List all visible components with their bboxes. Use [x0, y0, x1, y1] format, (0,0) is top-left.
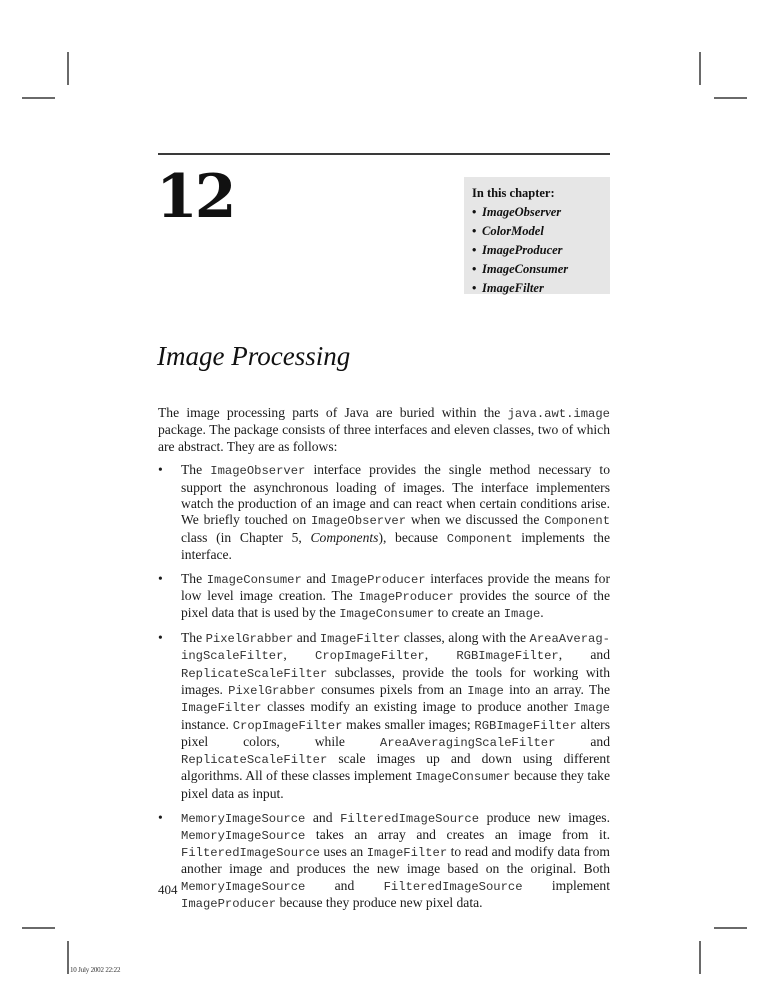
- chapter-contents-box: [464, 177, 610, 294]
- chapter-contents-item: • ImageProducer: [472, 241, 610, 260]
- crop-mark-top-left-horizontal: [22, 97, 55, 99]
- bullet-icon: •: [158, 630, 163, 646]
- list-item-image-sources: • MemoryImageSource and FilteredImageSource produce new images. MemoryImageSource takes an array and creates an image from it. FilteredImageSource uses an ImageFilter to read and modify data from another image and produces the new image based on the original. Both MemoryImageSource and FilteredImageSource implement ImageProducer because they produce new pixel data.: [158, 809, 610, 912]
- crop-mark-top-right-horizontal: [714, 97, 747, 99]
- bullet-icon: •: [472, 281, 477, 295]
- bullet-icon: •: [158, 570, 163, 586]
- list-item-grabber-filters: • The PixelGrabber and ImageFilter classes, along with the AreaAveragingScaleFilter, CropImageFilter, RGBImageFilter, and ReplicateScaleFilter subclasses, provide the tools for working with images. PixelGrabber consumes pixels from an Image into an array. The ImageFilter classes modify an existing image to produce another Image instance. CropImageFilter makes smaller images; RGBImageFilter alters pixel colors, while AreaAveragingScaleFilter and ReplicateScaleFilter scale images up and down using different algorithms. All of these classes implement ImageConsumer because they take pixel data as input.: [158, 630, 610, 801]
- chapter-contents-heading: In this chapter:: [472, 186, 555, 200]
- intro-paragraph: The image processing parts of Java are buried within the java.awt.image package. The package consists of three interfaces and eleven classes, two of which are abstract. They are as follows:: [158, 405, 610, 454]
- chapter-rule: [158, 153, 610, 155]
- chapter-title: Image Processing: [157, 341, 351, 371]
- class-overview-list: [158, 462, 610, 912]
- bullet-icon: •: [158, 462, 163, 478]
- bullet-icon: •: [472, 205, 477, 219]
- chapter-contents-item: • ImageObserver: [472, 203, 610, 222]
- crop-mark-top-right-vertical: [699, 52, 701, 85]
- bullet-icon: •: [472, 262, 477, 276]
- body-text: [158, 405, 610, 920]
- crop-mark-top-left-vertical: [67, 52, 69, 85]
- crop-mark-bottom-right-vertical: [699, 941, 701, 974]
- page-number: 404: [158, 882, 178, 897]
- list-item-imageobserver: • The ImageObserver interface provides the single method necessary to support the asynchronous loading of images. The interface implementers watch the production of an image and can react when certain conditions arise. We briefly touched on ImageObserver when we discussed the Component class (in Chapter 5, Components), because Component implements the interface.: [158, 462, 611, 562]
- crop-mark-bottom-right-horizontal: [714, 927, 747, 929]
- chapter-contents-item: • ImageConsumer: [472, 260, 610, 279]
- bullet-icon: •: [158, 809, 163, 825]
- chapter-contents-item: • ImageFilter: [472, 279, 610, 298]
- print-timestamp: 10 July 2002 22:22: [70, 966, 121, 974]
- crop-mark-bottom-left-horizontal: [22, 927, 55, 929]
- bullet-icon: •: [472, 243, 477, 257]
- chapter-contents-item: • ColorModel: [472, 222, 610, 241]
- chapter-number: 12: [156, 162, 234, 232]
- list-item-consumer-producer: • The ImageConsumer and ImageProducer interfaces provide the means for low level image creation. The ImageProducer provides the source of the pixel data that is used by the ImageConsumer to create an Image.: [158, 570, 611, 622]
- crop-mark-bottom-left-vertical: [67, 941, 69, 974]
- bullet-icon: •: [472, 224, 477, 238]
